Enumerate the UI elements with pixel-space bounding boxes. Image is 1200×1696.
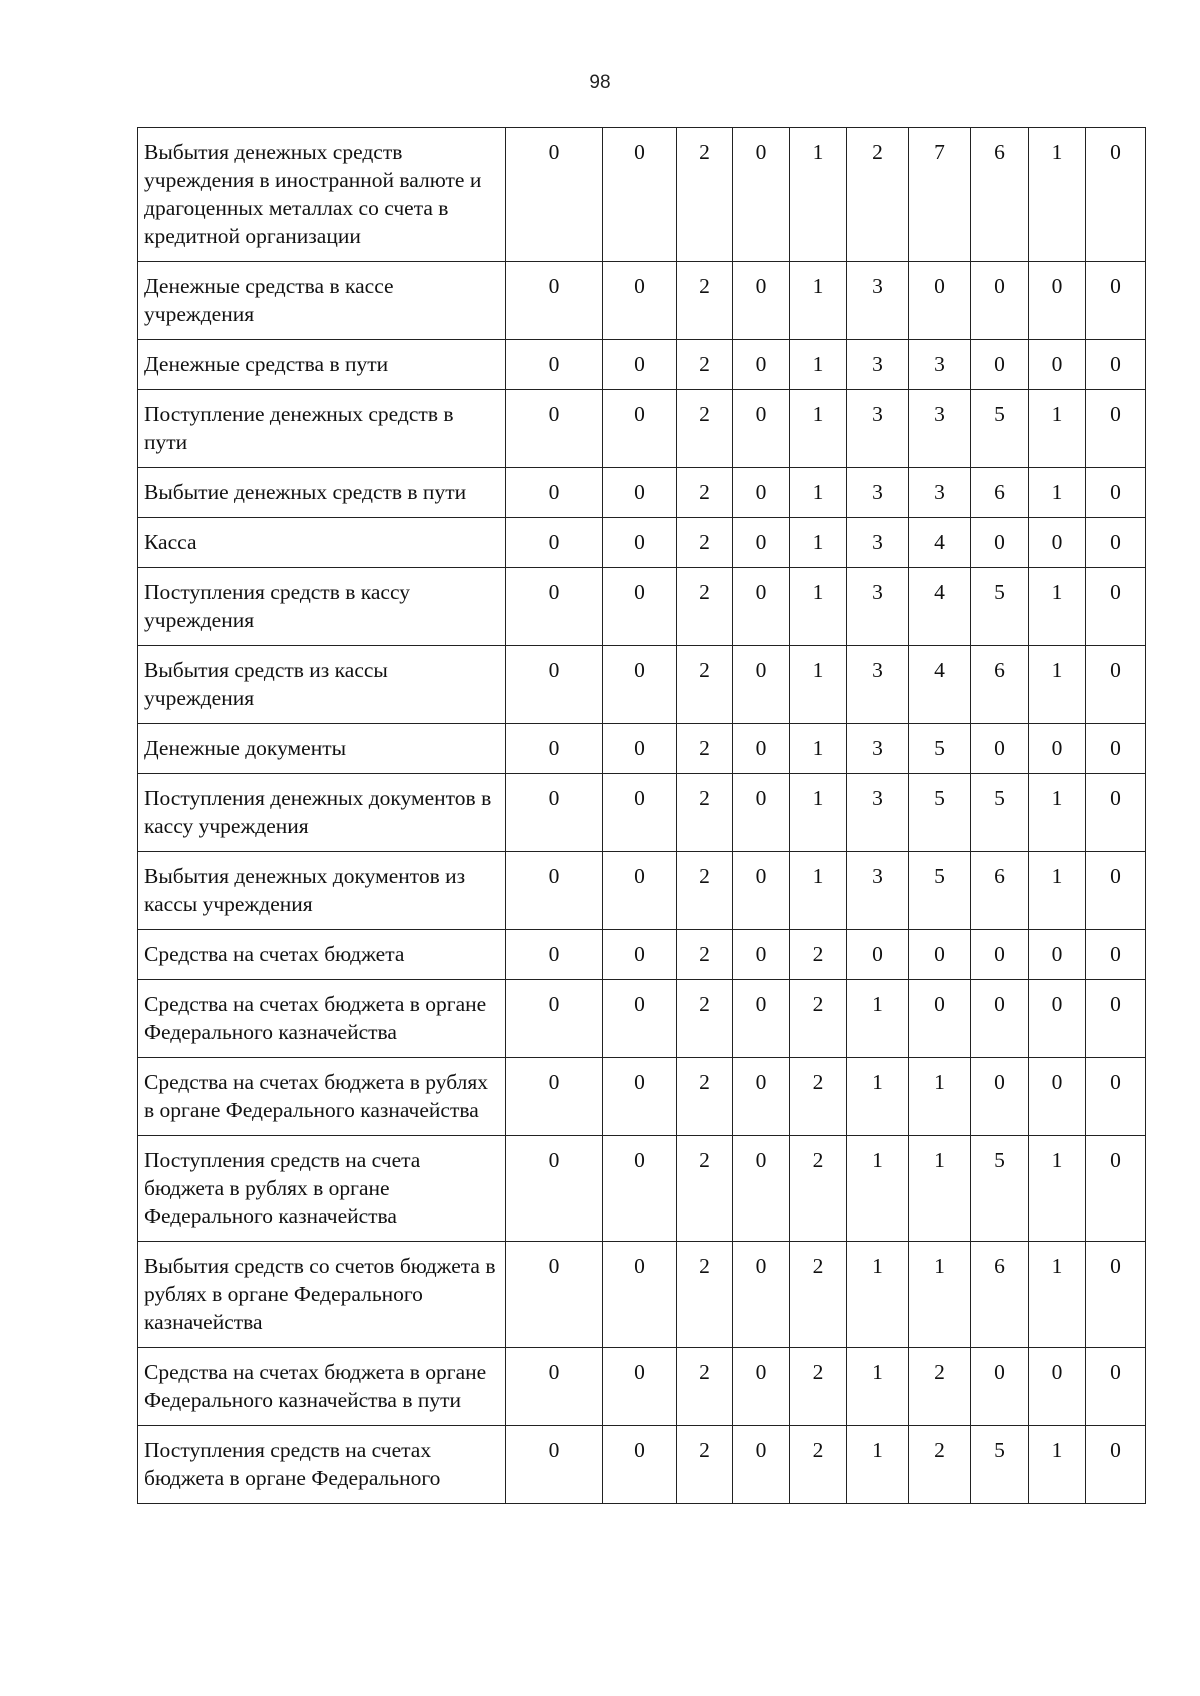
- code-digit-cell: 1: [1029, 1426, 1086, 1504]
- code-digit-cell: 0: [1029, 340, 1086, 390]
- account-name-cell: Поступления средств в кассу учреждения: [138, 568, 506, 646]
- code-digit-cell: 3: [847, 390, 909, 468]
- account-name-cell: Средства на счетах бюджета: [138, 930, 506, 980]
- code-digit-cell: 5: [909, 852, 971, 930]
- code-digit-cell: 0: [603, 518, 677, 568]
- table-row: [138, 1426, 1146, 1504]
- code-digit-cell: 0: [971, 1348, 1029, 1426]
- code-digit-cell: 3: [847, 340, 909, 390]
- code-digit-cell: 1: [1029, 646, 1086, 724]
- code-digit-cell: 3: [847, 568, 909, 646]
- table-row: [138, 262, 1146, 340]
- code-digit-cell: 2: [677, 390, 733, 468]
- code-digit-cell: 3: [847, 852, 909, 930]
- code-digit-cell: 0: [506, 852, 603, 930]
- table-row: [138, 568, 1146, 646]
- account-name-cell: Средства на счетах бюджета в органе Федерального казначейства: [138, 980, 506, 1058]
- account-name-cell: Выбытия средств из кассы учреждения: [138, 646, 506, 724]
- code-digit-cell: 1: [790, 646, 847, 724]
- code-digit-cell: 0: [603, 1348, 677, 1426]
- code-digit-cell: 1: [790, 724, 847, 774]
- code-digit-cell: 3: [847, 774, 909, 852]
- code-digit-cell: 5: [971, 568, 1029, 646]
- table-row: [138, 128, 1146, 262]
- code-digit-cell: 0: [1086, 852, 1146, 930]
- account-name-cell: Денежные средства в кассе учреждения: [138, 262, 506, 340]
- code-digit-cell: 0: [506, 980, 603, 1058]
- code-digit-cell: 0: [1029, 724, 1086, 774]
- table-row: [138, 518, 1146, 568]
- table-row: [138, 1058, 1146, 1136]
- code-digit-cell: 3: [847, 468, 909, 518]
- account-name-cell: Касса: [138, 518, 506, 568]
- code-digit-cell: 1: [1029, 468, 1086, 518]
- code-digit-cell: 0: [733, 852, 790, 930]
- code-digit-cell: 2: [677, 1058, 733, 1136]
- code-digit-cell: 0: [1029, 518, 1086, 568]
- code-digit-cell: 0: [603, 468, 677, 518]
- code-digit-cell: 1: [1029, 568, 1086, 646]
- table-row: [138, 340, 1146, 390]
- table-row: [138, 390, 1146, 468]
- account-codes-table: [137, 127, 1146, 1504]
- code-digit-cell: 0: [733, 774, 790, 852]
- code-digit-cell: 0: [971, 1058, 1029, 1136]
- account-name-cell: Поступление денежных средств в пути: [138, 390, 506, 468]
- code-digit-cell: 1: [909, 1136, 971, 1242]
- code-digit-cell: 6: [971, 852, 1029, 930]
- code-digit-cell: 0: [1086, 390, 1146, 468]
- code-digit-cell: 0: [733, 262, 790, 340]
- code-digit-cell: 4: [909, 518, 971, 568]
- code-digit-cell: 0: [909, 930, 971, 980]
- account-name-cell: Поступления денежных документов в кассу учреждения: [138, 774, 506, 852]
- code-digit-cell: 0: [1086, 980, 1146, 1058]
- account-name-cell: Выбытия средств со счетов бюджета в рублях в органе Федерального казначейства: [138, 1242, 506, 1348]
- code-digit-cell: 0: [1086, 774, 1146, 852]
- code-digit-cell: 2: [909, 1426, 971, 1504]
- code-digit-cell: 2: [790, 1348, 847, 1426]
- code-digit-cell: 5: [971, 1136, 1029, 1242]
- code-digit-cell: 0: [1086, 930, 1146, 980]
- code-digit-cell: 2: [677, 724, 733, 774]
- code-digit-cell: 1: [847, 1058, 909, 1136]
- code-digit-cell: 6: [971, 646, 1029, 724]
- code-digit-cell: 1: [847, 1348, 909, 1426]
- code-digit-cell: 2: [790, 1426, 847, 1504]
- code-digit-cell: 0: [506, 262, 603, 340]
- code-digit-cell: 1: [790, 774, 847, 852]
- code-digit-cell: 2: [677, 1242, 733, 1348]
- account-name-cell: Выбытие денежных средств в пути: [138, 468, 506, 518]
- code-digit-cell: 0: [733, 1426, 790, 1504]
- table-row: [138, 930, 1146, 980]
- code-digit-cell: 1: [1029, 852, 1086, 930]
- code-digit-cell: 0: [603, 1136, 677, 1242]
- code-digit-cell: 2: [677, 128, 733, 262]
- code-digit-cell: 1: [847, 980, 909, 1058]
- code-digit-cell: 2: [790, 1242, 847, 1348]
- code-digit-cell: 0: [506, 646, 603, 724]
- code-digit-cell: 0: [847, 930, 909, 980]
- code-digit-cell: 0: [733, 390, 790, 468]
- code-digit-cell: 2: [790, 980, 847, 1058]
- code-digit-cell: 0: [506, 930, 603, 980]
- code-digit-cell: 3: [847, 262, 909, 340]
- code-digit-cell: 3: [909, 340, 971, 390]
- code-digit-cell: 0: [506, 468, 603, 518]
- code-digit-cell: 2: [677, 262, 733, 340]
- code-digit-cell: 0: [971, 340, 1029, 390]
- code-digit-cell: 0: [506, 724, 603, 774]
- code-digit-cell: 0: [603, 340, 677, 390]
- code-digit-cell: 0: [733, 468, 790, 518]
- code-digit-cell: 0: [506, 340, 603, 390]
- code-digit-cell: 0: [733, 1136, 790, 1242]
- code-digit-cell: 0: [733, 128, 790, 262]
- code-digit-cell: 0: [733, 518, 790, 568]
- code-digit-cell: 0: [603, 724, 677, 774]
- code-digit-cell: 1: [790, 518, 847, 568]
- code-digit-cell: 5: [971, 774, 1029, 852]
- code-digit-cell: 1: [1029, 1242, 1086, 1348]
- code-digit-cell: 0: [1086, 1348, 1146, 1426]
- code-digit-cell: 2: [790, 1058, 847, 1136]
- table-row: [138, 1136, 1146, 1242]
- code-digit-cell: 5: [909, 774, 971, 852]
- code-digit-cell: 0: [603, 262, 677, 340]
- code-digit-cell: 0: [1029, 980, 1086, 1058]
- code-digit-cell: 0: [1086, 1136, 1146, 1242]
- code-digit-cell: 0: [1086, 568, 1146, 646]
- code-digit-cell: 0: [733, 724, 790, 774]
- code-digit-cell: 0: [506, 568, 603, 646]
- code-digit-cell: 2: [677, 774, 733, 852]
- code-digit-cell: 2: [677, 568, 733, 646]
- code-digit-cell: 0: [603, 128, 677, 262]
- code-digit-cell: 1: [790, 390, 847, 468]
- code-digit-cell: 5: [971, 390, 1029, 468]
- code-digit-cell: 0: [971, 930, 1029, 980]
- code-digit-cell: 5: [971, 1426, 1029, 1504]
- code-digit-cell: 5: [909, 724, 971, 774]
- code-digit-cell: 0: [603, 774, 677, 852]
- table-body: [138, 128, 1146, 1504]
- table-row: [138, 1348, 1146, 1426]
- code-digit-cell: 0: [603, 1426, 677, 1504]
- code-digit-cell: 6: [971, 1242, 1029, 1348]
- code-digit-cell: 0: [1086, 518, 1146, 568]
- code-digit-cell: 0: [733, 980, 790, 1058]
- code-digit-cell: 0: [506, 1242, 603, 1348]
- code-digit-cell: 1: [790, 262, 847, 340]
- code-digit-cell: 2: [677, 930, 733, 980]
- code-digit-cell: 1: [909, 1242, 971, 1348]
- code-digit-cell: 0: [733, 340, 790, 390]
- account-name-cell: Поступления средств на счета бюджета в рублях в органе Федерального казначейства: [138, 1136, 506, 1242]
- code-digit-cell: 0: [733, 1242, 790, 1348]
- code-digit-cell: 2: [677, 468, 733, 518]
- code-digit-cell: 4: [909, 646, 971, 724]
- code-digit-cell: 0: [1029, 262, 1086, 340]
- code-digit-cell: 0: [1029, 1058, 1086, 1136]
- code-digit-cell: 0: [1086, 1058, 1146, 1136]
- code-digit-cell: 6: [971, 468, 1029, 518]
- code-digit-cell: 1: [1029, 390, 1086, 468]
- code-digit-cell: 2: [790, 930, 847, 980]
- code-digit-cell: 0: [603, 852, 677, 930]
- code-digit-cell: 2: [677, 646, 733, 724]
- code-digit-cell: 0: [603, 980, 677, 1058]
- code-digit-cell: 0: [733, 646, 790, 724]
- code-digit-cell: 0: [603, 1058, 677, 1136]
- code-digit-cell: 0: [1086, 1426, 1146, 1504]
- code-digit-cell: 1: [1029, 1136, 1086, 1242]
- code-digit-cell: 2: [677, 1348, 733, 1426]
- code-digit-cell: 1: [909, 1058, 971, 1136]
- code-digit-cell: 0: [1086, 646, 1146, 724]
- code-digit-cell: 3: [847, 646, 909, 724]
- code-digit-cell: 0: [506, 1058, 603, 1136]
- code-digit-cell: 0: [1086, 724, 1146, 774]
- code-digit-cell: 0: [1029, 930, 1086, 980]
- code-digit-cell: 0: [971, 724, 1029, 774]
- code-digit-cell: 2: [677, 340, 733, 390]
- code-digit-cell: 0: [971, 262, 1029, 340]
- code-digit-cell: 2: [790, 1136, 847, 1242]
- code-digit-cell: 0: [909, 262, 971, 340]
- code-digit-cell: 3: [909, 468, 971, 518]
- code-digit-cell: 1: [790, 340, 847, 390]
- code-digit-cell: 1: [1029, 774, 1086, 852]
- code-digit-cell: 1: [847, 1426, 909, 1504]
- code-digit-cell: 2: [909, 1348, 971, 1426]
- code-digit-cell: 0: [603, 568, 677, 646]
- code-digit-cell: 1: [790, 852, 847, 930]
- code-digit-cell: 0: [603, 646, 677, 724]
- table-row: [138, 646, 1146, 724]
- table-row: [138, 468, 1146, 518]
- code-digit-cell: 1: [790, 468, 847, 518]
- account-name-cell: Средства на счетах бюджета в рублях в органе Федерального казначейства: [138, 1058, 506, 1136]
- table-row: [138, 1242, 1146, 1348]
- code-digit-cell: 3: [847, 518, 909, 568]
- table-row: [138, 724, 1146, 774]
- code-digit-cell: 0: [909, 980, 971, 1058]
- code-digit-cell: 0: [733, 1058, 790, 1136]
- code-digit-cell: 0: [733, 568, 790, 646]
- code-digit-cell: 0: [733, 1348, 790, 1426]
- code-digit-cell: 0: [1086, 128, 1146, 262]
- code-digit-cell: 0: [506, 128, 603, 262]
- code-digit-cell: 0: [1029, 1348, 1086, 1426]
- account-name-cell: Денежные документы: [138, 724, 506, 774]
- code-digit-cell: 1: [790, 568, 847, 646]
- account-name-cell: Поступления средств на счетах бюджета в органе Федерального: [138, 1426, 506, 1504]
- code-digit-cell: 0: [971, 518, 1029, 568]
- code-digit-cell: 0: [603, 1242, 677, 1348]
- account-name-cell: Денежные средства в пути: [138, 340, 506, 390]
- code-digit-cell: 0: [506, 1136, 603, 1242]
- code-digit-cell: 1: [847, 1136, 909, 1242]
- table-row: [138, 980, 1146, 1058]
- code-digit-cell: 0: [1086, 468, 1146, 518]
- code-digit-cell: 2: [677, 852, 733, 930]
- code-digit-cell: 0: [1086, 1242, 1146, 1348]
- code-digit-cell: 0: [971, 980, 1029, 1058]
- code-digit-cell: 0: [506, 390, 603, 468]
- code-digit-cell: 0: [733, 930, 790, 980]
- code-digit-cell: 2: [677, 1426, 733, 1504]
- code-digit-cell: 6: [971, 128, 1029, 262]
- page-number: 98: [589, 72, 611, 93]
- code-digit-cell: 0: [506, 1348, 603, 1426]
- code-digit-cell: 0: [506, 1426, 603, 1504]
- code-digit-cell: 2: [677, 518, 733, 568]
- account-name-cell: Средства на счетах бюджета в органе Федерального казначейства в пути: [138, 1348, 506, 1426]
- code-digit-cell: 4: [909, 568, 971, 646]
- code-digit-cell: 0: [603, 390, 677, 468]
- code-digit-cell: 0: [603, 930, 677, 980]
- account-name-cell: Выбытия денежных документов из кассы учреждения: [138, 852, 506, 930]
- code-digit-cell: 1: [790, 128, 847, 262]
- code-digit-cell: 1: [847, 1242, 909, 1348]
- account-name-cell: Выбытия денежных средств учреждения в иностранной валюте и драгоценных металлах со счета в кредитной организации: [138, 128, 506, 262]
- code-digit-cell: 0: [506, 774, 603, 852]
- code-digit-cell: 3: [847, 724, 909, 774]
- code-digit-cell: 0: [506, 518, 603, 568]
- code-digit-cell: 3: [909, 390, 971, 468]
- code-digit-cell: 0: [1086, 262, 1146, 340]
- code-digit-cell: 2: [677, 980, 733, 1058]
- code-digit-cell: 0: [1086, 340, 1146, 390]
- code-digit-cell: 1: [1029, 128, 1086, 262]
- table-row: [138, 852, 1146, 930]
- code-digit-cell: 2: [847, 128, 909, 262]
- code-digit-cell: 7: [909, 128, 971, 262]
- table-row: [138, 774, 1146, 852]
- code-digit-cell: 2: [677, 1136, 733, 1242]
